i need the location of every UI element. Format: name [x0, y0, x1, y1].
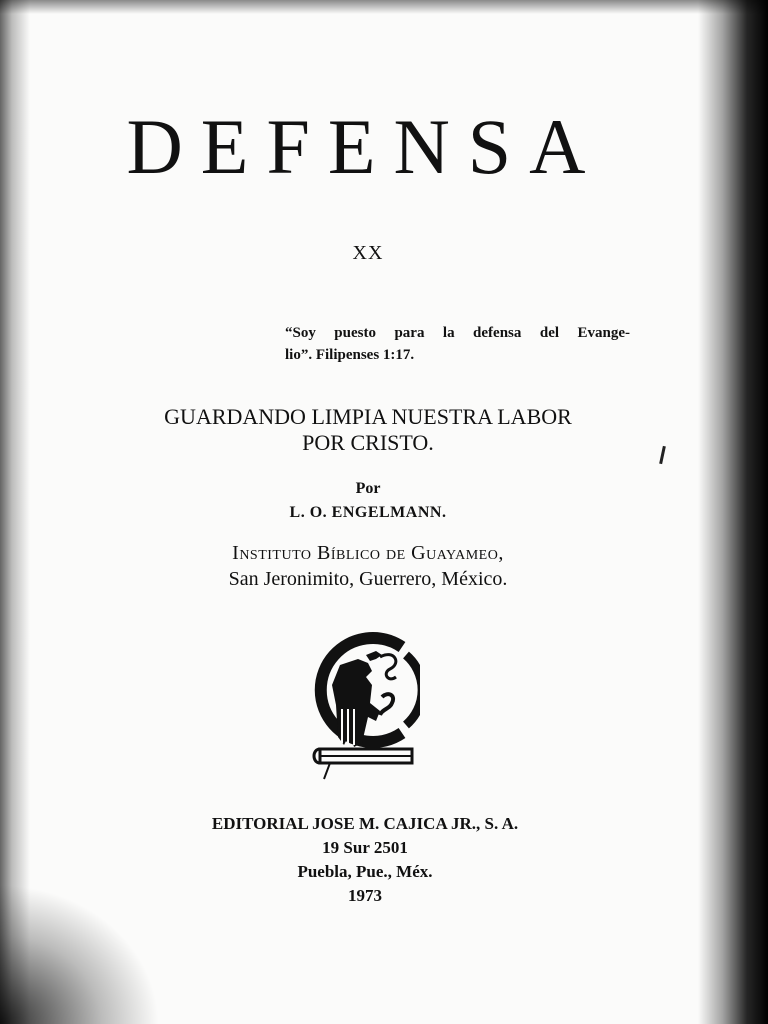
publisher-city: Puebla, Pue., Méx.	[297, 862, 433, 881]
byline-por: Por	[355, 480, 381, 497]
publisher-name: EDITORIAL JOSE M. CAJICA JR., S. A.	[211, 814, 519, 833]
subtitle-line-2: POR CRISTO.	[302, 430, 434, 455]
publication-year: 1973	[348, 886, 382, 905]
book-title: DEFENSA	[126, 103, 604, 190]
publisher-block	[0, 812, 730, 908]
institute-name: Instituto Bíblico de Guayameo,	[232, 542, 504, 564]
publisher-street: 19 Sur 2501	[322, 838, 408, 857]
subtitle	[0, 404, 736, 456]
volume-number: XX	[352, 242, 384, 264]
institute-address: San Jeronimito, Guerrero, México.	[228, 568, 508, 590]
eagle-book-emblem-icon	[310, 625, 420, 785]
byline	[0, 478, 736, 526]
epigraph-line-1: “Soy puesto para la defensa del Evange-	[285, 325, 630, 341]
institute-block	[0, 540, 736, 592]
subtitle-line-1: GUARDANDO LIMPIA NUESTRA LABOR	[164, 404, 572, 429]
scan-edge-top	[0, 0, 768, 14]
epigraph	[285, 322, 630, 366]
epigraph-line-2: lio”. Filipenses 1:17.	[285, 347, 415, 363]
author-name: L. O. ENGELMANN.	[289, 504, 447, 521]
